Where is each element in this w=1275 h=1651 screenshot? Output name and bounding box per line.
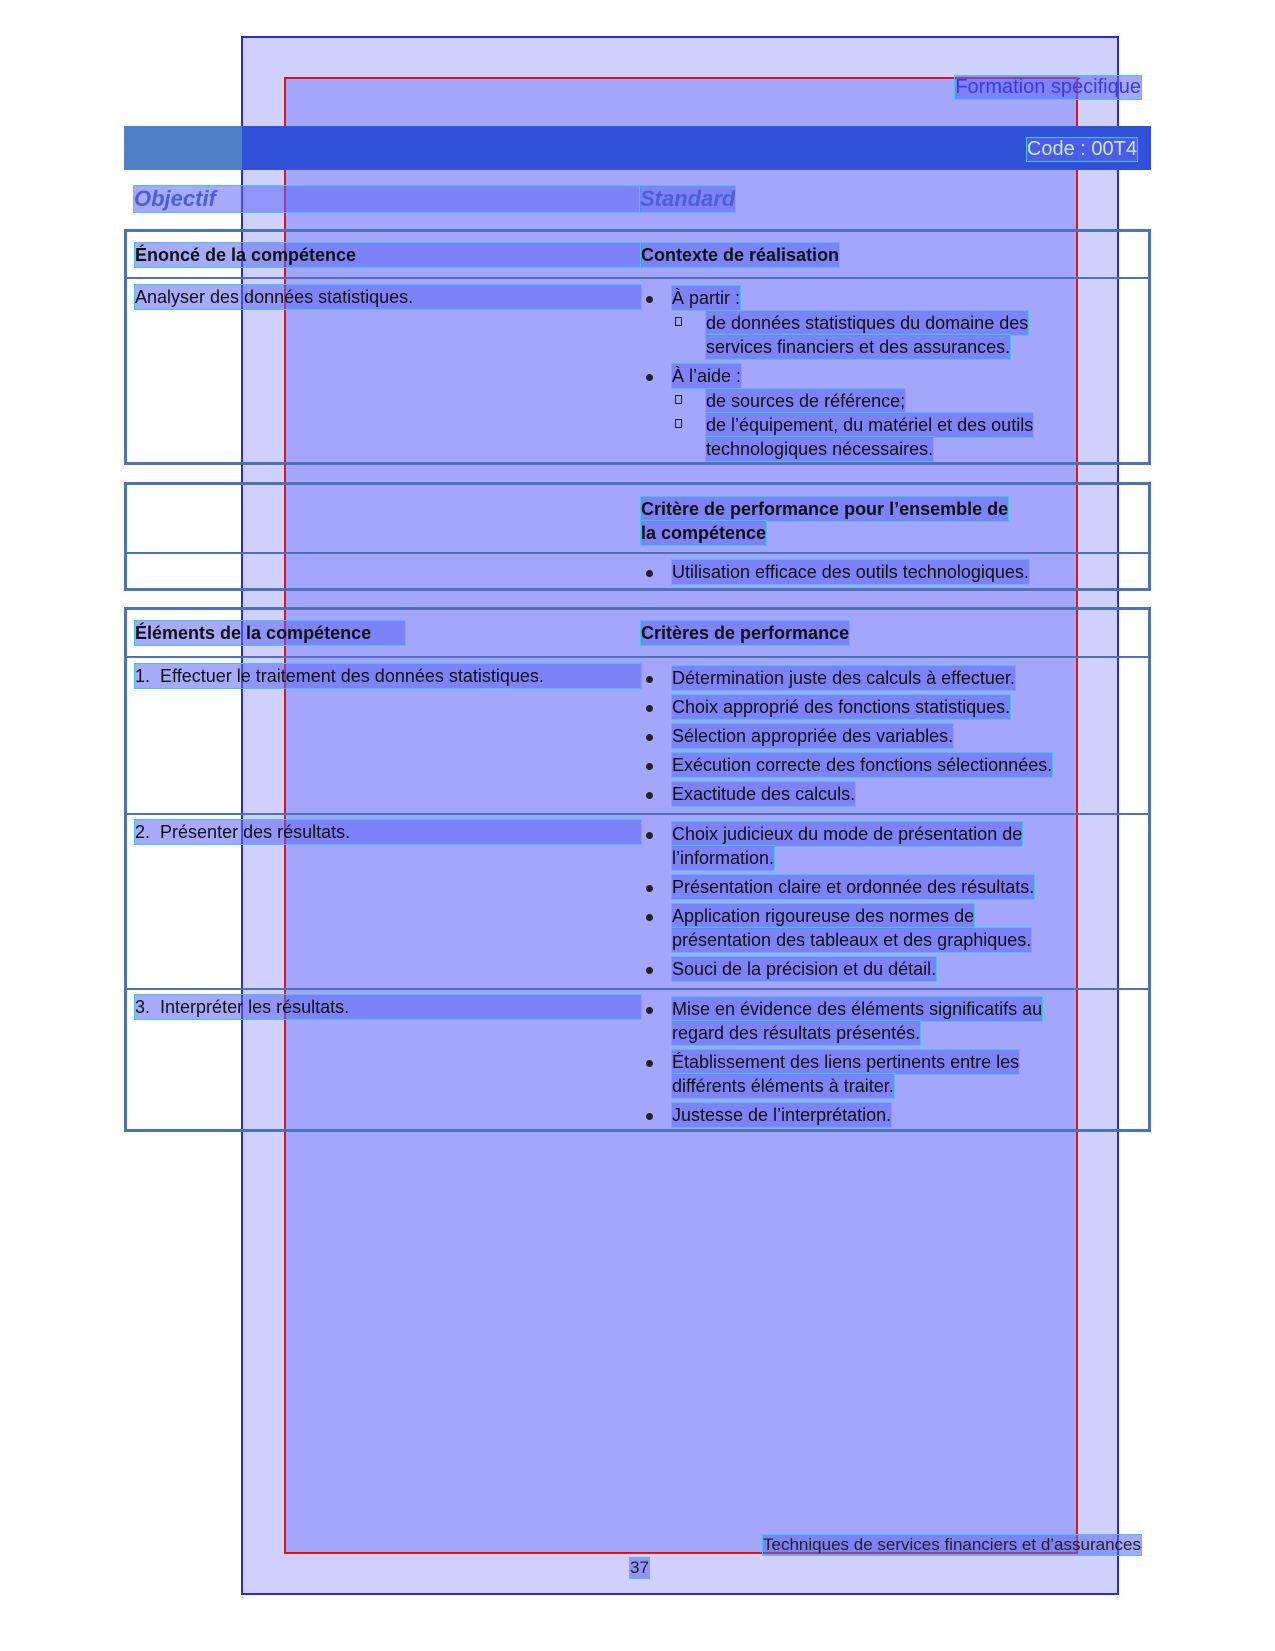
row-divider [127, 552, 1148, 554]
bullet-icon [646, 1060, 653, 1067]
bullet-icon [646, 734, 653, 741]
bullet-icon [646, 914, 653, 921]
criterion-item-continued: regard des résultats présentés. [672, 1023, 921, 1043]
code-band [124, 126, 1151, 170]
element-number: 2. [135, 822, 151, 842]
row-divider [127, 813, 1148, 815]
bullet-icon [646, 967, 653, 974]
square-bullet-icon [675, 317, 682, 326]
criterion-item: Établissement des liens pertinents entre les [672, 1052, 1020, 1072]
ensemble-header: la compétence [641, 523, 767, 543]
element-item [135, 820, 641, 844]
criterion-item: Détermination juste des calculs à effectuer. [672, 668, 1015, 688]
bullet-icon [646, 1113, 653, 1120]
element-number: 1. [135, 666, 151, 686]
criterion-item: Application rigoureuse des normes de [672, 906, 975, 926]
square-bullet-icon [675, 395, 682, 404]
bullet-icon [646, 676, 653, 683]
context-sub-item: de données statistiques du domaine des [706, 313, 1029, 333]
course-code: Code : 00T4 [1026, 138, 1137, 160]
competence-statement: Analyser des données statistiques. [135, 285, 641, 309]
context-label: À l’aide : [672, 366, 742, 386]
objectif-heading: Objectif [134, 186, 640, 212]
ensemble-criterion: Utilisation efficace des outils technologiques. [672, 562, 1029, 582]
bullet-icon [646, 832, 653, 839]
element-text: Interpréter les résultats. [160, 997, 350, 1017]
footer-program: Techniques de services financiers et d’assurances [763, 1535, 1141, 1554]
enonce-table [124, 229, 1151, 465]
context-sub-item: de sources de référence; [706, 391, 906, 411]
criterion-item-continued: présentation des tableaux et des graphiques. [672, 930, 1032, 950]
criterion-item: Sélection appropriée des variables. [672, 726, 954, 746]
context-label: À partir : [672, 288, 741, 308]
bullet-icon [646, 570, 653, 577]
criterion-item: Présentation claire et ordonnée des résultats. [672, 877, 1035, 897]
element-number: 3. [135, 997, 151, 1017]
bullet-icon [646, 705, 653, 712]
criterion-item: Exécution correcte des fonctions sélectionnées. [672, 755, 1053, 775]
bullet-icon [646, 374, 653, 381]
page-number: 37 [630, 1558, 649, 1577]
context-sub-item: technologiques nécessaires. [706, 439, 934, 459]
row-divider [127, 656, 1148, 658]
ensemble-header: Critère de performance pour l’ensemble de [641, 499, 1009, 519]
square-bullet-icon [675, 419, 682, 428]
context-sub-item: services financiers et des assurances. [706, 337, 1011, 357]
elements-table [124, 607, 1151, 1132]
element-text: Effectuer le traitement des données statistiques. [160, 666, 544, 686]
element-item [135, 995, 641, 1019]
bullet-icon [646, 885, 653, 892]
criteres-header: Critères de performance [641, 623, 850, 643]
criterion-item: Exactitude des calculs. [672, 784, 856, 804]
criterion-item: Choix judicieux du mode de présentation de [672, 824, 1023, 844]
context-sub-item: de l’équipement, du matériel et des outils [706, 415, 1034, 435]
criterion-item: Choix approprié des fonctions statistiques. [672, 697, 1011, 717]
element-text: Présenter des résultats. [160, 822, 351, 842]
criterion-item: Justesse de l’interprétation. [672, 1105, 892, 1125]
standard-heading: Standard [640, 186, 736, 211]
criterion-item: Souci de la précision et du détail. [672, 959, 937, 979]
enonce-header: Énoncé de la compétence [135, 243, 641, 267]
section-title: Formation spécifique [955, 76, 1141, 98]
row-divider [127, 988, 1148, 990]
criterion-item-continued: différents éléments à traiter. [672, 1076, 894, 1096]
element-item [135, 664, 641, 688]
bullet-icon [646, 296, 653, 303]
bullet-icon [646, 792, 653, 799]
bullet-icon [646, 763, 653, 770]
bullet-icon [646, 1007, 653, 1014]
criterion-item: Mise en évidence des éléments significatifs au [672, 999, 1043, 1019]
elements-header: Éléments de la compétence [135, 621, 405, 645]
ensemble-table [124, 482, 1151, 591]
row-divider [127, 277, 1148, 279]
criterion-item-continued: l’information. [672, 848, 775, 868]
contexte-header: Contexte de réalisation [641, 245, 840, 265]
